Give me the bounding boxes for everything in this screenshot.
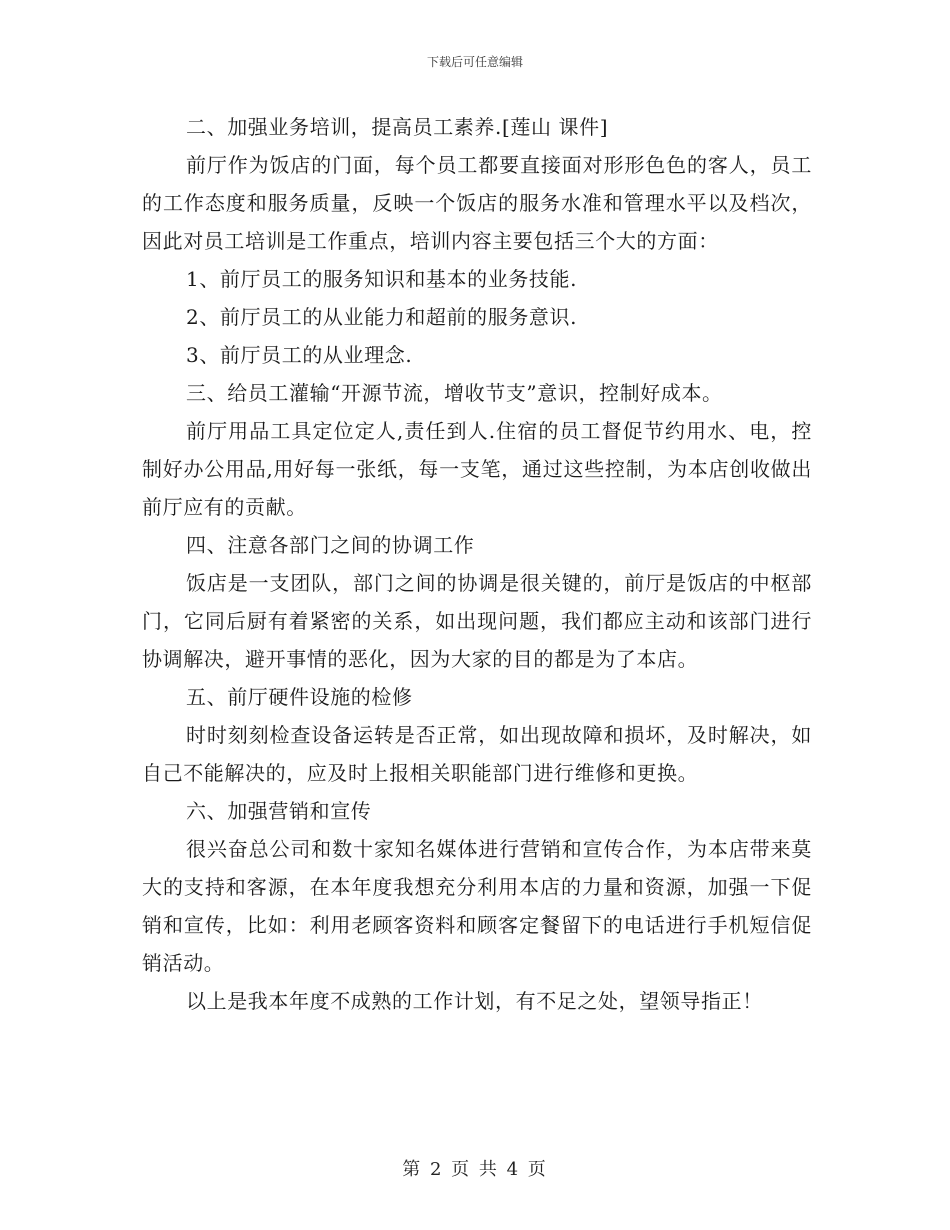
heading-cost-control: 三、给员工灌输“开源节流，增收节支”意识，控制好成本。: [186, 381, 723, 405]
heading-business-training: 二、加强业务培训，提高员工素养.[莲山 课件]: [186, 115, 609, 139]
paragraph-closing: 以上是我本年度不成熟的工作计划，有不足之处，望领导指正！: [186, 989, 763, 1013]
list-item-3: 3、前厅员工的从业理念.: [186, 343, 413, 367]
heading-maintenance: 五、前厅硬件设施的检修: [186, 685, 413, 709]
heading-coordination: 四、注意各部门之间的协调工作: [186, 533, 475, 557]
list-item-2: 2、前厅员工的从业能力和超前的服务意识.: [186, 305, 578, 329]
paragraph-front-desk-training: 前厅作为饭店的门面，每个员工都要直接面对形形色色的客人，员工的工作态度和服务质量，反映一个饭店的服务水准和管理水平以及档次，因此对员工培训是工作重点，培训内容主要包括三个大的方面：: [142, 153, 812, 253]
paragraph-maintenance: 时时刻刻检查设备运转是否正常，如出现故障和损坏，及时解决，如自己不能解决的，应及时上报相关职能部门进行维修和更换。: [142, 723, 812, 785]
paragraph-cost-control: 前厅用品工具定位定人,责任到人.住宿的员工督促节约用水、电，控制好办公用品,用好每一张纸，每一支笔，通过这些控制，为本店创收做出前厅应有的贡献。: [142, 419, 812, 519]
document-body: [142, 108, 812, 1020]
heading-marketing: 六、加强营销和宣传: [186, 799, 372, 823]
paragraph-marketing: 很兴奋总公司和数十家知名媒体进行营销和宣传合作，为本店带来莫大的支持和客源，在本年度我想充分利用本店的力量和资源，加强一下促销和宣传，比如：利用老顾客资料和顾客定餐留下的电话进行手机短信促销活动。: [142, 837, 812, 975]
paragraph-coordination: 饭店是一支团队，部门之间的协调是很关键的，前厅是饭店的中枢部门，它同后厨有着紧密的关系，如出现问题，我们都应主动和该部门进行协调解决，避开事情的恶化，因为大家的目的都是为了本店。: [142, 571, 812, 671]
page-header: 下载后可任意编辑: [426, 55, 523, 69]
list-item-1: 1、前厅员工的服务知识和基本的业务技能.: [186, 267, 578, 291]
page-number: 第 2 页 共 4 页: [402, 1159, 548, 1180]
